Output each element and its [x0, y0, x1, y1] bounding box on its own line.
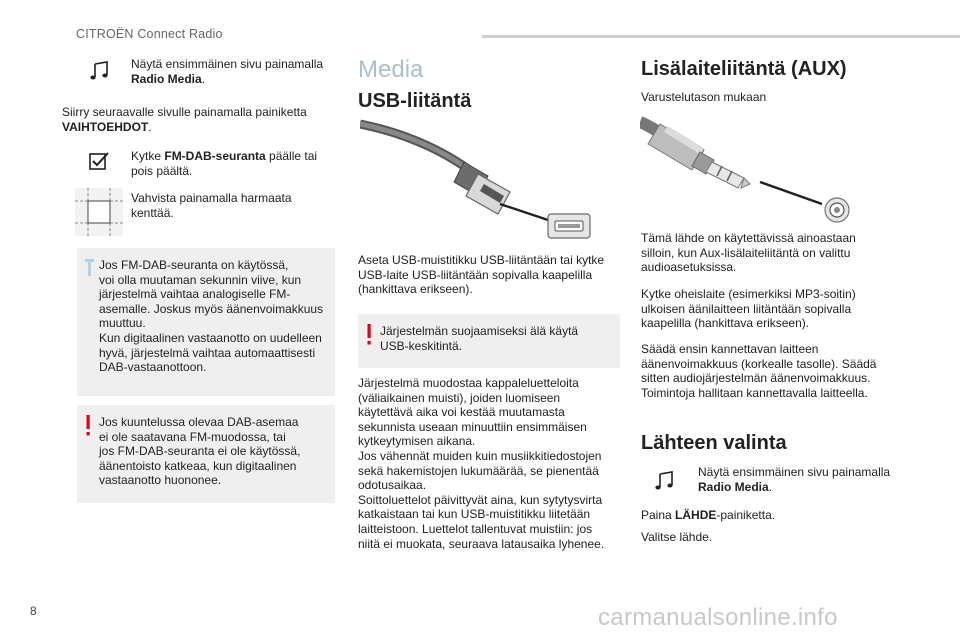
warning-text: Jos kuuntelussa olevaa DAB-asemaa ei ole saatavana FM-muodossa, tai jos FM-DAB-seuranta ei ole käytössä, äänentoisto katkeaa, kun digitaalinen vastaanotto huononee. [99, 415, 301, 488]
equipment-note: Varustelutason mukaan [641, 90, 767, 104]
radio-media-label: Radio Media [698, 479, 769, 494]
info-icon-dot [85, 259, 94, 262]
warning-icon [365, 324, 373, 346]
usb-warning-text: Järjestelmän suojaamiseksi älä käytä USB-keskitintä. [380, 324, 579, 353]
subtitle-usb: USB-liitäntä [358, 90, 472, 112]
vaihtoehdot-label: VAIHTOEHDOT [62, 119, 149, 134]
running-header: CITROËN Connect Radio [76, 27, 223, 41]
music-note-icon [653, 470, 675, 492]
page-number: 8 [30, 604, 37, 618]
press-source-paragraph: Paina LÄHDE-painiketta. [641, 508, 776, 522]
info-icon [88, 260, 91, 276]
aux-paragraph-1: Tämä lähde on käytettävissä ainoastaan silloin, kun Aux-lisälaiteliitäntä on valittu audioasetuksissa. [641, 231, 856, 275]
step-toggle-fm-dab: Kytke FM-DAB-seuranta päälle tai pois päältä. [131, 149, 318, 178]
radio-media-label: Radio Media [131, 71, 202, 86]
warning-icon [84, 415, 92, 437]
header-rule [482, 35, 960, 38]
watermark: carmanualsonline.info [598, 604, 838, 631]
info-text: Jos FM-DAB-seuranta on käytössä, voi olla muutaman sekunnin viive, kun järjestelmä vaihtaa analogiselle FM- asemalle. Joskus myös äänenvoimakkuus muuttuu. Kun digitaalinen vastaanotto on uudelleen hyvä, järjestelmä vaihtaa automaattisesti DAB-vastaanottoon. [99, 258, 324, 375]
music-note-icon [88, 60, 110, 82]
usb-warning-box [358, 314, 620, 368]
aux-paragraph-2: Kytke oheislaite (esimerkiksi MP3-soitin) ulkoisen äänilaitteen liitäntään sopivalla kaapelilla (hankittava erikseen). [641, 287, 856, 331]
checkbox-check-icon [88, 150, 110, 172]
info-box [77, 248, 335, 396]
section-title-media: Media [358, 56, 424, 83]
select-source-paragraph: Valitse lähde. [641, 530, 713, 544]
source-step-show-first-page: Näytä ensimmäinen sivu painamalla Radio Media. [698, 465, 891, 494]
warning-box [77, 405, 335, 503]
step-confirm: Vahvista painamalla harmaata kenttää. [131, 191, 292, 220]
paragraph-next-page: Siirry seuraavalle sivulle painamalla painiketta VAIHTOEHDOT. [62, 105, 307, 134]
usb-paragraph-2: Järjestelmä muodostaa kappaleluetteloita (väliaikainen muisti), joiden luomiseen käytettävä aika voi kestää muutamasta sekunnista useaan minuuttiin ensimmäisen kytkeytymisen aikana. Jos vähennät muiden kuin musiikkitiedostojen sekä hakemistojen lukumäärää, se pienentää odotusaikaa. Soittoluettelot päivittyvät aina, kun sytytysvirta katkaistaan tai kun USB-muistitikku liitetään laitteistoon. Luettelot tallentuvat muistiin: jos niitä ei muokata, seuraava latausaika lyhenee. [358, 376, 605, 551]
fm-dab-label: FM-DAB-seuranta [164, 149, 266, 163]
usb-paragraph-1: Aseta USB-muistitikku USB-liitäntään tai kytke USB-laite USB-liitäntään sopivalla kaapelilla (hankittava erikseen). [358, 253, 605, 297]
step-show-first-page: Näytä ensimmäinen sivu painamalla Radio Media. [131, 57, 324, 86]
aux-jack-icon [640, 112, 860, 224]
usb-cable-icon [360, 118, 595, 240]
lahde-label: LÄHDE [675, 508, 717, 522]
subtitle-source-selection: Lähteen valinta [641, 432, 787, 454]
subtitle-aux: Lisälaiteliitäntä (AUX) [641, 58, 847, 80]
aux-paragraph-3: Säädä ensin kannettavan laitteen äänenvoimakkuus (korkealle tasolle). Säädä sitten audiojärjestelmän äänenvoimakkuus. Toimintoja hallitaan kannettavalla laitteella. [641, 342, 877, 400]
grid-cross-icon [75, 188, 123, 236]
